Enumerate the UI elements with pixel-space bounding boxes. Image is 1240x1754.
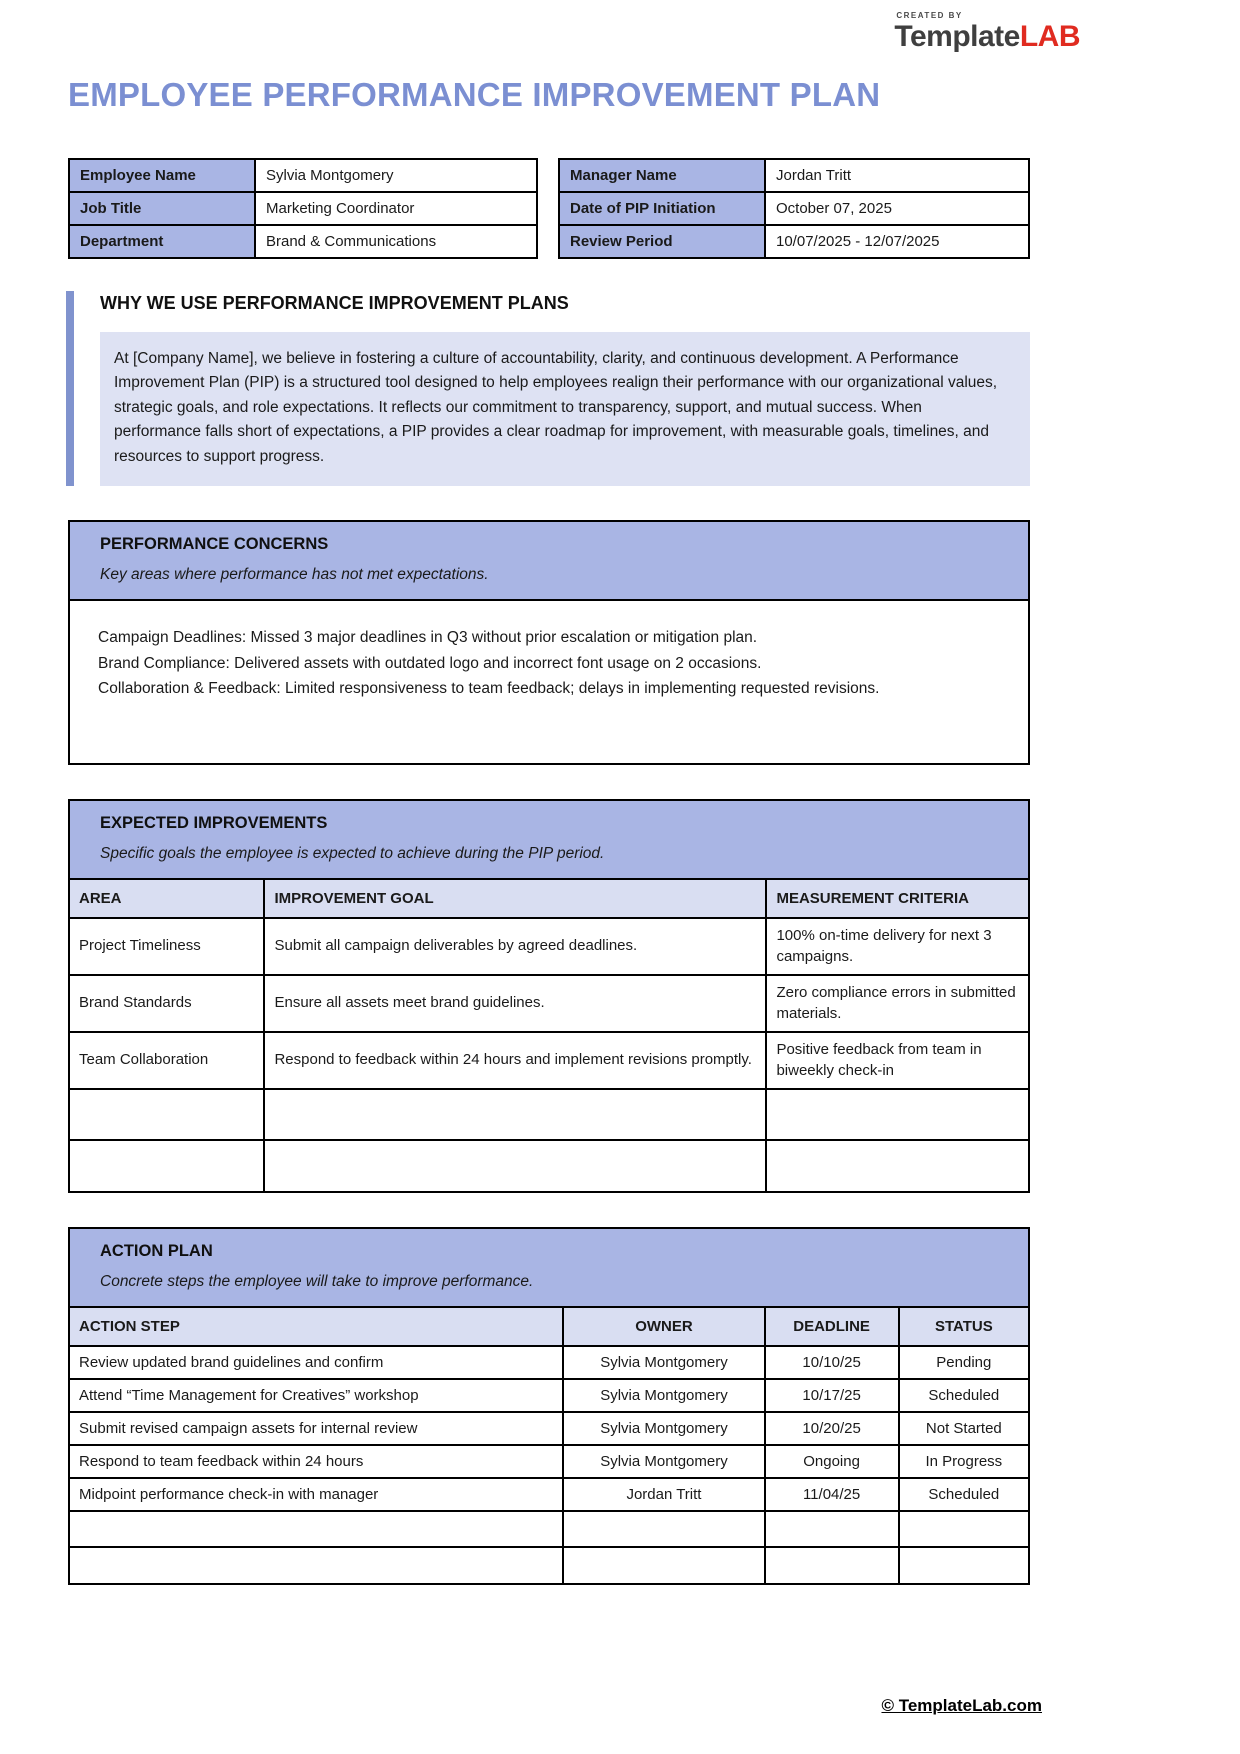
deadline-cell: 11/04/25 bbox=[765, 1478, 899, 1511]
column-header-action-step: ACTION STEP bbox=[70, 1308, 563, 1346]
empty-table-row bbox=[70, 1547, 1028, 1583]
area-cell: Project Timeliness bbox=[70, 918, 264, 975]
review-period-value: 10/07/2025 - 12/07/2025 bbox=[765, 225, 1029, 258]
area-cell bbox=[70, 1089, 264, 1140]
why-section-heading: WHY WE USE PERFORMANCE IMPROVEMENT PLANS bbox=[100, 293, 569, 313]
table-header-row bbox=[70, 1308, 1028, 1346]
goal-cell bbox=[264, 1140, 766, 1191]
table-row bbox=[70, 1379, 1028, 1412]
table-row bbox=[69, 159, 537, 192]
review-period-label: Review Period bbox=[559, 225, 765, 258]
table-row bbox=[70, 918, 1028, 975]
goal-cell: Ensure all assets meet brand guidelines. bbox=[264, 975, 766, 1032]
column-header-goal: IMPROVEMENT GOAL bbox=[264, 880, 766, 918]
status-cell: Scheduled bbox=[899, 1379, 1028, 1412]
action-plan-table bbox=[70, 1308, 1028, 1583]
area-cell bbox=[70, 1140, 264, 1191]
criteria-cell: Positive feedback from team in biweekly check-in bbox=[766, 1032, 1028, 1089]
deadline-cell bbox=[765, 1511, 899, 1547]
empty-table-row bbox=[70, 1140, 1028, 1191]
area-cell: Brand Standards bbox=[70, 975, 264, 1032]
owner-cell: Sylvia Montgomery bbox=[563, 1346, 764, 1379]
manager-info-table bbox=[558, 158, 1030, 259]
owner-cell bbox=[563, 1547, 764, 1583]
column-header-deadline: DEADLINE bbox=[765, 1308, 899, 1346]
deadline-cell: Ongoing bbox=[765, 1445, 899, 1478]
expected-improvements-subtitle: Specific goals the employee is expected to achieve during the PIP period. bbox=[100, 844, 605, 862]
status-cell: In Progress bbox=[899, 1445, 1028, 1478]
manager-name-value: Jordan Tritt bbox=[765, 159, 1029, 192]
status-cell bbox=[899, 1547, 1028, 1583]
table-row bbox=[70, 975, 1028, 1032]
owner-cell: Sylvia Montgomery bbox=[563, 1379, 764, 1412]
expected-improvements-title: EXPECTED IMPROVEMENTS bbox=[100, 813, 328, 832]
concern-line: Campaign Deadlines: Missed 3 major deadlines in Q3 without prior escalation or mitigation plan. bbox=[98, 629, 758, 647]
info-tables bbox=[68, 158, 1030, 259]
action-step-cell: Submit revised campaign assets for internal review bbox=[70, 1412, 563, 1445]
performance-concerns-body bbox=[70, 601, 1028, 762]
performance-concerns-title: PERFORMANCE CONCERNS bbox=[100, 535, 329, 554]
deadline-cell: 10/20/25 bbox=[765, 1412, 899, 1445]
table-row bbox=[559, 159, 1029, 192]
logo-brand bbox=[894, 22, 1080, 52]
page-title: EMPLOYEE PERFORMANCE IMPROVEMENT PLAN bbox=[68, 76, 881, 113]
action-step-cell bbox=[70, 1511, 563, 1547]
criteria-cell bbox=[766, 1089, 1028, 1140]
logo-brand-lab: LAB bbox=[1019, 20, 1080, 53]
area-cell: Team Collaboration bbox=[70, 1032, 264, 1089]
action-step-cell: Review updated brand guidelines and confirm bbox=[70, 1346, 563, 1379]
department-label: Department bbox=[69, 225, 255, 258]
action-plan-header bbox=[70, 1229, 1028, 1308]
performance-concerns-panel bbox=[68, 520, 1030, 764]
goal-cell bbox=[264, 1089, 766, 1140]
expected-improvements-table bbox=[70, 880, 1028, 1191]
action-plan-subtitle: Concrete steps the employee will take to improve performance. bbox=[100, 1272, 534, 1290]
action-plan-panel bbox=[68, 1227, 1030, 1585]
action-step-cell bbox=[70, 1547, 563, 1583]
table-row bbox=[70, 1445, 1028, 1478]
table-row bbox=[70, 1032, 1028, 1089]
owner-cell: Sylvia Montgomery bbox=[563, 1412, 764, 1445]
deadline-cell bbox=[765, 1547, 899, 1583]
table-row bbox=[70, 1346, 1028, 1379]
expected-improvements-header bbox=[70, 801, 1028, 880]
owner-cell: Jordan Tritt bbox=[563, 1478, 764, 1511]
templatelab-logo bbox=[894, 12, 1080, 52]
status-cell bbox=[899, 1511, 1028, 1547]
performance-concerns-subtitle: Key areas where performance has not met expectations. bbox=[100, 566, 489, 584]
table-row bbox=[559, 225, 1029, 258]
action-step-cell: Attend “Time Management for Creatives” workshop bbox=[70, 1379, 563, 1412]
owner-cell bbox=[563, 1511, 764, 1547]
table-row bbox=[70, 1412, 1028, 1445]
table-row bbox=[69, 192, 537, 225]
goal-cell: Respond to feedback within 24 hours and implement revisions promptly. bbox=[264, 1032, 766, 1089]
deadline-cell: 10/10/25 bbox=[765, 1346, 899, 1379]
action-step-cell: Midpoint performance check-in with manager bbox=[70, 1478, 563, 1511]
table-row bbox=[70, 1478, 1028, 1511]
pip-date-value: October 07, 2025 bbox=[765, 192, 1029, 225]
pip-date-label: Date of PIP Initiation bbox=[559, 192, 765, 225]
criteria-cell: 100% on-time delivery for next 3 campaigns. bbox=[766, 918, 1028, 975]
empty-table-row bbox=[70, 1511, 1028, 1547]
employee-name-label: Employee Name bbox=[69, 159, 255, 192]
column-header-status: STATUS bbox=[899, 1308, 1028, 1346]
job-title-label: Job Title bbox=[69, 192, 255, 225]
manager-name-label: Manager Name bbox=[559, 159, 765, 192]
deadline-cell: 10/17/25 bbox=[765, 1379, 899, 1412]
concern-line: Brand Compliance: Delivered assets with outdated logo and incorrect font usage on 2 occasions. bbox=[98, 654, 762, 672]
column-header-area: AREA bbox=[70, 880, 264, 918]
employee-name-value: Sylvia Montgomery bbox=[255, 159, 537, 192]
criteria-cell: Zero compliance errors in submitted materials. bbox=[766, 975, 1028, 1032]
empty-table-row bbox=[70, 1089, 1028, 1140]
employee-info-table bbox=[68, 158, 538, 259]
logo-created-by: CREATED BY bbox=[896, 11, 963, 20]
expected-improvements-panel bbox=[68, 799, 1030, 1193]
criteria-cell bbox=[766, 1140, 1028, 1191]
action-step-cell: Respond to team feedback within 24 hours bbox=[70, 1445, 563, 1478]
department-value: Brand & Communications bbox=[255, 225, 537, 258]
table-row bbox=[559, 192, 1029, 225]
action-plan-title: ACTION PLAN bbox=[100, 1241, 213, 1260]
copyright-footer: © TemplateLab.com bbox=[881, 1696, 1042, 1715]
status-cell: Not Started bbox=[899, 1412, 1028, 1445]
why-section bbox=[66, 291, 1030, 486]
logo-brand-template: Template bbox=[894, 20, 1020, 53]
goal-cell: Submit all campaign deliverables by agreed deadlines. bbox=[264, 918, 766, 975]
job-title-value: Marketing Coordinator bbox=[255, 192, 537, 225]
column-header-owner: OWNER bbox=[563, 1308, 764, 1346]
table-row bbox=[69, 225, 537, 258]
status-cell: Pending bbox=[899, 1346, 1028, 1379]
why-section-body: At [Company Name], we believe in fostering a culture of accountability, clarity, and continuous development. A Performance Improvement Plan (PIP) is a structured tool designed to help employees realign their performance with our organizational values, strategic goals, and role expectations. It reflects our commitment to transparency, support, and mutual success. When performance falls short of expectations, a PIP provides a clear roadmap for improvement, with measurable goals, timelines, and resources to support progress. bbox=[100, 332, 1030, 486]
owner-cell: Sylvia Montgomery bbox=[563, 1445, 764, 1478]
column-header-criteria: MEASUREMENT CRITERIA bbox=[766, 880, 1028, 918]
status-cell: Scheduled bbox=[899, 1478, 1028, 1511]
performance-concerns-header bbox=[70, 522, 1028, 601]
concern-line: Collaboration & Feedback: Limited responsiveness to team feedback; delays in implementing requested revisions. bbox=[98, 679, 880, 697]
table-header-row bbox=[70, 880, 1028, 918]
